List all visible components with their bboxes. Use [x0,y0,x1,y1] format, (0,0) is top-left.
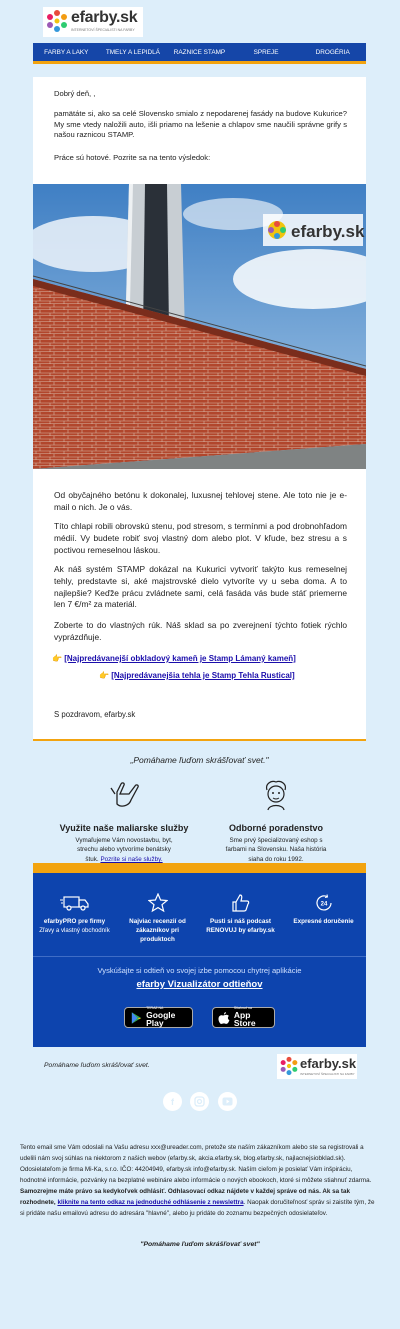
main-nav [33,43,366,64]
feature-title: Expresné doručenie [293,918,354,925]
feature-title: Najviac recenzií od zákazníkov pri produktoch [129,918,186,943]
motto: „Pomáhame ľuďom skrášľovať svet." [130,755,269,765]
clock-24-icon [314,893,334,913]
paragraph-2: Títo chlapi robili obrovskú stenu, pod stresom, s termínmi a pod drobnohľadom médií. Vy budete robiť svoj vlastný dom alebo plot. V kľude, bez stresu a s poctivou remeselnou láskou. [54,521,347,555]
footer-tagline: Pomáhame ľuďom skrášľovať svet. [44,1062,150,1069]
service-desc: Sme prvý špecializovaný eshop s farbami na Slovensku. Naša história siaha do roku 1992. [225,837,327,863]
app-promo-text: Vyskúšajte si odtieň vo svojej izbe pomocou chytrej aplikácie [97,966,302,975]
thumbs-up-icon [231,893,251,913]
product-link-brick [99,671,295,680]
service-painting [41,780,207,864]
hero-image[interactable] [33,184,366,469]
legal-text [20,1142,380,1219]
signoff: S pozdravom, efarby.sk [54,710,136,719]
apple-icon [218,1011,230,1025]
nav-item-spreje[interactable]: SPREJE [253,48,279,56]
instagram-icon[interactable] [190,1092,209,1111]
logo-text: efarby.sk [71,9,138,26]
logo-text: efarby.sk [300,1056,357,1071]
feature-title: efarbyPRO pre firmy [43,918,106,925]
truck-icon [60,894,90,912]
footer-quote: "Pomáhame ľuďom skrášľovať svet" [140,1241,260,1248]
legal-paragraph-1: Tento email sme Vám odoslali na Vašu adresu xxx@ureader.com, pretože ste naším zákazníkom alebo ste sa registrovali a udelili nám svoj súhlas na niektorom z našich webov (efarby.sk, akcia.efarby.sk, blog.efarby.sk, najlacnejsiobklad.sk). Odosielateľom je firma Mi-Ka, s.r.o. IČO: 44204949, efarby.sk info@efarby.sk. Naším cieľom je posielať Vám inšpiráciu, hodnotné informácie, pozvánky na bezplatné webináre alebo informácie o nových ebookoch, ktoré si môžete stiahnuť zdarma. [20,1144,372,1185]
star-icon [148,893,168,913]
youtube-icon[interactable] [218,1092,237,1111]
feature-title: Pusti si náš podcast RENOVUJ by efarby.sk [206,918,275,934]
link-tehla-rustical[interactable]: [Najpredávanejšia tehla je Stamp Tehla Rustical] [111,671,295,680]
legal-unsubscribe-notice: Samozrejme máte právo sa kedykoľvek odhlásiť. Odhlasovací odkaz nájdete v každej správe od nás. Ak sa tak rozhodnete, [20,1188,350,1207]
features-block [33,863,366,1047]
result-paragraph: Práce sú hotové. Pozrite sa na tento výsledok: [54,153,211,162]
expert-face-icon [259,780,293,812]
features-divider [33,956,366,957]
nav-item-drogeria[interactable]: DROGÉRIA [315,48,350,56]
logo-color-dots-icon [279,1056,299,1076]
service-desc: Vymaľujeme Vám novostavbu, byt, strechu alebo vytvoríme benátsky štuk. Pozrite si naše služby. [75,837,173,863]
paragraph-4: Zoberte to do vlastných rúk. Náš sklad sa po zverejnení týchto fotiek rýchlo vyprázdňuje. [54,620,347,642]
store-small-text: TERAZ NA [146,1006,164,1011]
visualizer-app-link[interactable]: efarby Vizualizátor odtieňov [136,979,263,990]
feature-podcast[interactable] [199,890,282,936]
product-link-stone [52,654,296,663]
google-play-badge[interactable] [124,1007,193,1028]
service-title: Využite naše maliarske služby [59,823,189,833]
hand-shaka-icon [107,780,141,812]
nav-item-raznice-stamp[interactable]: RAZNICE STAMP [173,48,226,56]
orange-divider [33,863,366,873]
service-consulting [193,780,359,864]
feature-pro[interactable] [33,890,116,935]
store-small-text: Stiahnuť na [233,1006,252,1011]
store-big-text: Google Play [146,1009,176,1029]
nav-item-tmely-a-lepidla[interactable]: TMELY A LEPIDLÁ [105,48,160,56]
feature-sub: Zľavy a vlastný obchodník [39,926,110,934]
greeting: Dobrý deň, , [54,89,96,98]
logo-tagline: INTERNETOVÍ ŠPECIALISTI NA FARBY [71,28,135,32]
nav-item-farby-a-laky[interactable]: FARBY A LAKY [44,48,89,56]
feature-reviews[interactable] [116,890,199,944]
pointing-hand-icon: 👉 [99,671,109,680]
legal-paragraph-2-rest: . Naopak doručiteľnosť správ si zaistíte tým, že si pridáte našu emailovú adresu do adresára "hlavné", alebo ju pridáte do zoznamu bezpečných odosielateľov. [20,1199,375,1218]
facebook-icon[interactable]: f [163,1092,182,1111]
google-play-icon [130,1011,143,1025]
paragraph-3: Ak náš systém STAMP dokázal na Kukurici vytvoriť takýto kus remeselnej tehly, predstavte si, aké majstrovské dielo vytvoríte vy u seba doma. A to najlepšie? Keďže prácu zvládnete sami, celá fasáda vás bude stáť priemerne len 7 €/m² za materiál. [54,564,347,610]
store-big-text: App Store [233,1009,256,1029]
pointing-hand-icon: 👉 [52,654,62,663]
link-lamany-kamen[interactable]: [Najpredávanejší obkladový kameň je Stamp Lámaný kameň] [64,654,296,663]
svg-text:24: 24 [320,901,327,908]
paragraph-1: Od obyčajného betónu k dokonalej, luxusnej tehlovej stene. Ale toto nie je e-mail o nich. Je o vás. [54,490,347,512]
brand-logo[interactable] [43,7,143,37]
logo-tagline: INTERNETOVÍ ŠPECIALISTI NA FARBY [300,1072,355,1076]
app-store-badge[interactable] [212,1007,275,1028]
intro-paragraph: pamätáte si, ako sa celé Slovensko smialo z nepodarenej fasády na budove Kukurice? My sme vtedy naložili auto, išli priamo na lešenie a chlapov sme naučili správne grify s našou raznicou STAMP. [54,109,347,140]
email-body-card [33,77,366,741]
hero-logo-text: efarby.sk [291,222,365,241]
footer-logo[interactable] [277,1054,357,1079]
services-link[interactable]: Pozrite si naše služby. [100,855,163,863]
service-title: Odborné poradenstvo [228,823,323,833]
unsubscribe-link[interactable]: kliknite na tento odkaz na jednoduché odhlásenie z newslettra [57,1199,244,1207]
logo-color-dots-icon [45,9,69,33]
feature-express[interactable] [282,890,365,927]
